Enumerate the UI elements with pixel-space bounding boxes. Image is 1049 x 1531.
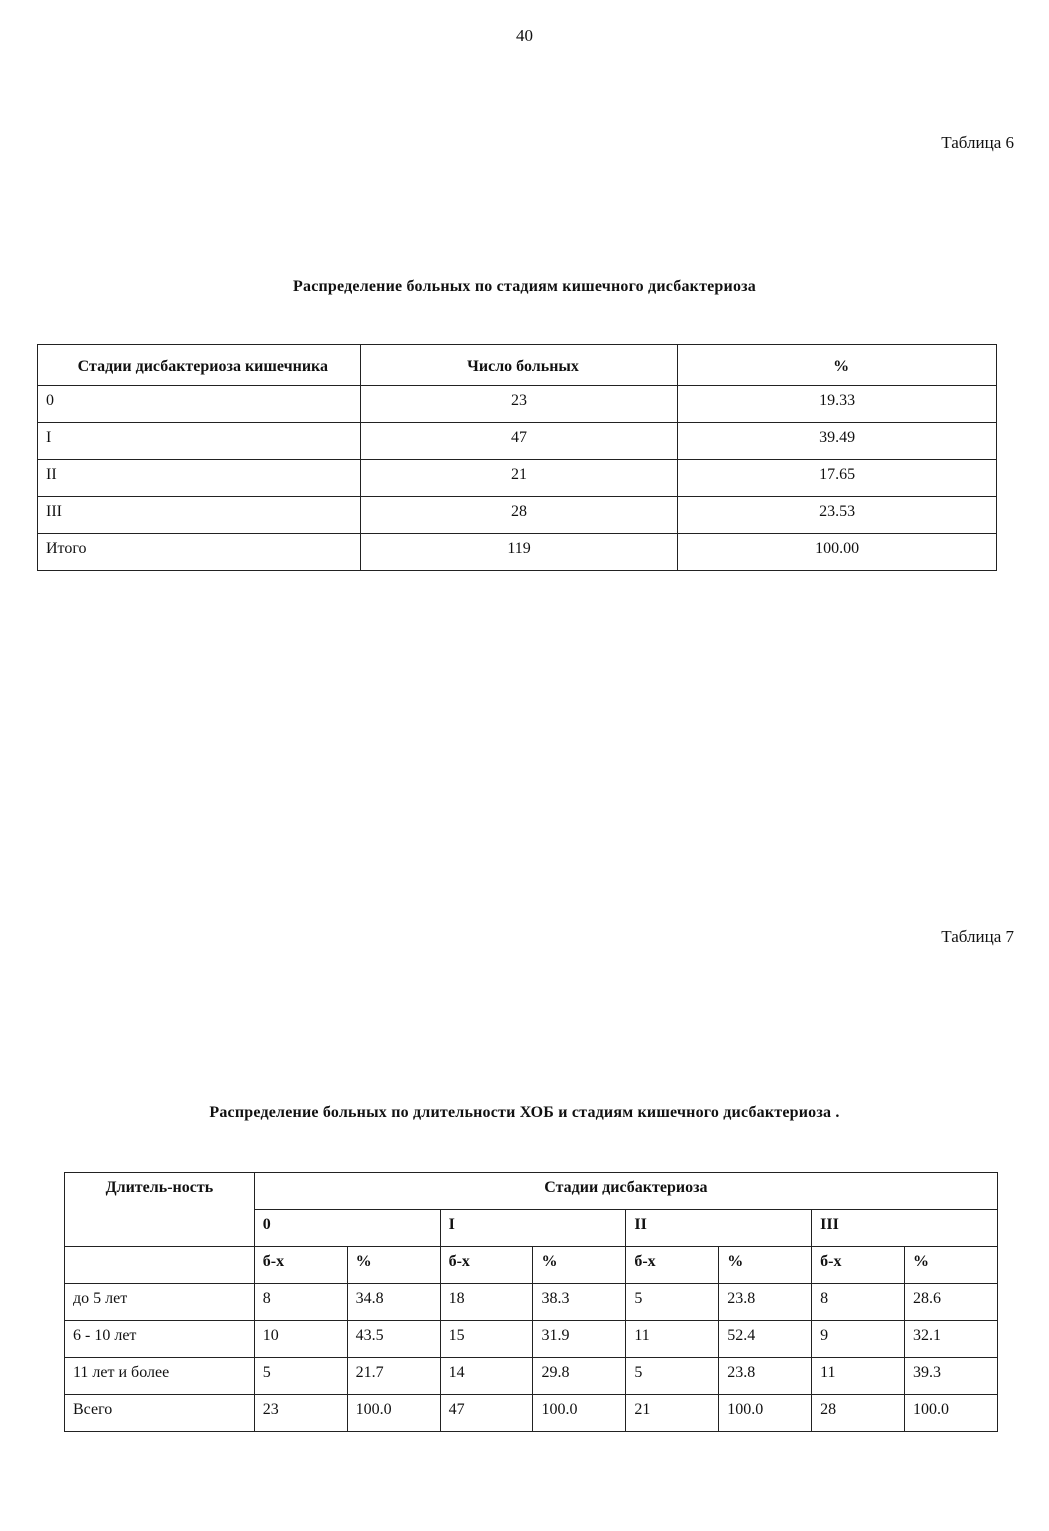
- value-cell: 43.5: [347, 1321, 440, 1358]
- value-cell: 100.0: [905, 1395, 998, 1432]
- stage-cell: 0: [38, 386, 361, 423]
- table-6-label: Таблица 6: [941, 133, 1014, 152]
- value-cell: 100.0: [719, 1395, 812, 1432]
- value-cell: 8: [812, 1284, 905, 1321]
- stage-cell: II: [38, 460, 361, 497]
- table-row: [38, 386, 997, 423]
- subheader-count: б-х: [812, 1247, 905, 1284]
- subheader-percent: %: [905, 1247, 998, 1284]
- subheader-percent: %: [533, 1247, 626, 1284]
- value-cell: 32.1: [905, 1321, 998, 1358]
- table-6-title: Распределение больных по стадиям кишечного дисбактериоза: [293, 278, 756, 295]
- subheader-row: [65, 1247, 998, 1284]
- percent-cell: 39.49: [678, 423, 997, 460]
- value-cell: 23.8: [719, 1358, 812, 1395]
- table-7-label: Таблица 7: [941, 927, 1014, 946]
- value-cell: 29.8: [533, 1358, 626, 1395]
- count-cell: 47: [360, 423, 678, 460]
- value-cell: 5: [626, 1284, 719, 1321]
- subheader-percent: %: [347, 1247, 440, 1284]
- stage-cell: III: [38, 497, 361, 534]
- value-cell: 52.4: [719, 1321, 812, 1358]
- value-cell: 18: [440, 1284, 533, 1321]
- percent-cell: 100.00: [678, 534, 997, 571]
- value-cell: 28: [812, 1395, 905, 1432]
- duration-cell: Всего: [65, 1395, 255, 1432]
- percent-cell: 23.53: [678, 497, 997, 534]
- empty-cell: [65, 1247, 255, 1284]
- subheader-count: б-х: [254, 1247, 347, 1284]
- count-cell: 119: [360, 534, 678, 571]
- column-header-stages: Стадии дисбактериоза: [254, 1173, 997, 1210]
- table-row: [65, 1284, 998, 1321]
- value-cell: 47: [440, 1395, 533, 1432]
- table-row: [38, 423, 997, 460]
- table-header-row: [65, 1173, 998, 1210]
- subheader-count: б-х: [440, 1247, 533, 1284]
- value-cell: 38.3: [533, 1284, 626, 1321]
- stage-header: 0: [254, 1210, 440, 1247]
- value-cell: 100.0: [533, 1395, 626, 1432]
- value-cell: 21: [626, 1395, 719, 1432]
- duration-cell: 6 - 10 лет: [65, 1321, 255, 1358]
- value-cell: 14: [440, 1358, 533, 1395]
- value-cell: 11: [812, 1358, 905, 1395]
- percent-cell: 19.33: [678, 386, 997, 423]
- table-row: [65, 1321, 998, 1358]
- value-cell: 23.8: [719, 1284, 812, 1321]
- count-cell: 28: [360, 497, 678, 534]
- stage-header: I: [440, 1210, 626, 1247]
- stage-cell: Итого: [38, 534, 361, 571]
- value-cell: 31.9: [533, 1321, 626, 1358]
- value-cell: 15: [440, 1321, 533, 1358]
- value-cell: 10: [254, 1321, 347, 1358]
- table-row: [38, 497, 997, 534]
- subheader-percent: %: [719, 1247, 812, 1284]
- value-cell: 8: [254, 1284, 347, 1321]
- value-cell: 11: [626, 1321, 719, 1358]
- count-cell: 23: [360, 386, 678, 423]
- page-number: 40: [516, 26, 533, 45]
- stage-cell: I: [38, 423, 361, 460]
- column-header-duration: Длитель-ность: [65, 1173, 255, 1247]
- subheader-count: б-х: [626, 1247, 719, 1284]
- table-header-row: [38, 345, 997, 386]
- value-cell: 100.0: [347, 1395, 440, 1432]
- value-cell: 9: [812, 1321, 905, 1358]
- column-header-stage: Стадии дисбактериоза кишечника: [38, 345, 361, 386]
- duration-cell: 11 лет и более: [65, 1358, 255, 1395]
- stage-header: II: [626, 1210, 812, 1247]
- column-header-count: Число больных: [360, 345, 678, 386]
- table-row: [65, 1358, 998, 1395]
- value-cell: 5: [626, 1358, 719, 1395]
- duration-cell: до 5 лет: [65, 1284, 255, 1321]
- value-cell: 23: [254, 1395, 347, 1432]
- table-row-total: [65, 1395, 998, 1432]
- value-cell: 28.6: [905, 1284, 998, 1321]
- table-6: [37, 344, 997, 571]
- value-cell: 34.8: [347, 1284, 440, 1321]
- table-7: [64, 1172, 998, 1432]
- value-cell: 21.7: [347, 1358, 440, 1395]
- stage-header: III: [812, 1210, 998, 1247]
- percent-cell: 17.65: [678, 460, 997, 497]
- value-cell: 5: [254, 1358, 347, 1395]
- value-cell: 39.3: [905, 1358, 998, 1395]
- table-row-total: [38, 534, 997, 571]
- count-cell: 21: [360, 460, 678, 497]
- column-header-percent: %: [678, 345, 997, 386]
- table-7-title: Распределение больных по длительности ХОБ и стадиям кишечного дисбактериоза .: [209, 1104, 840, 1121]
- table-row: [38, 460, 997, 497]
